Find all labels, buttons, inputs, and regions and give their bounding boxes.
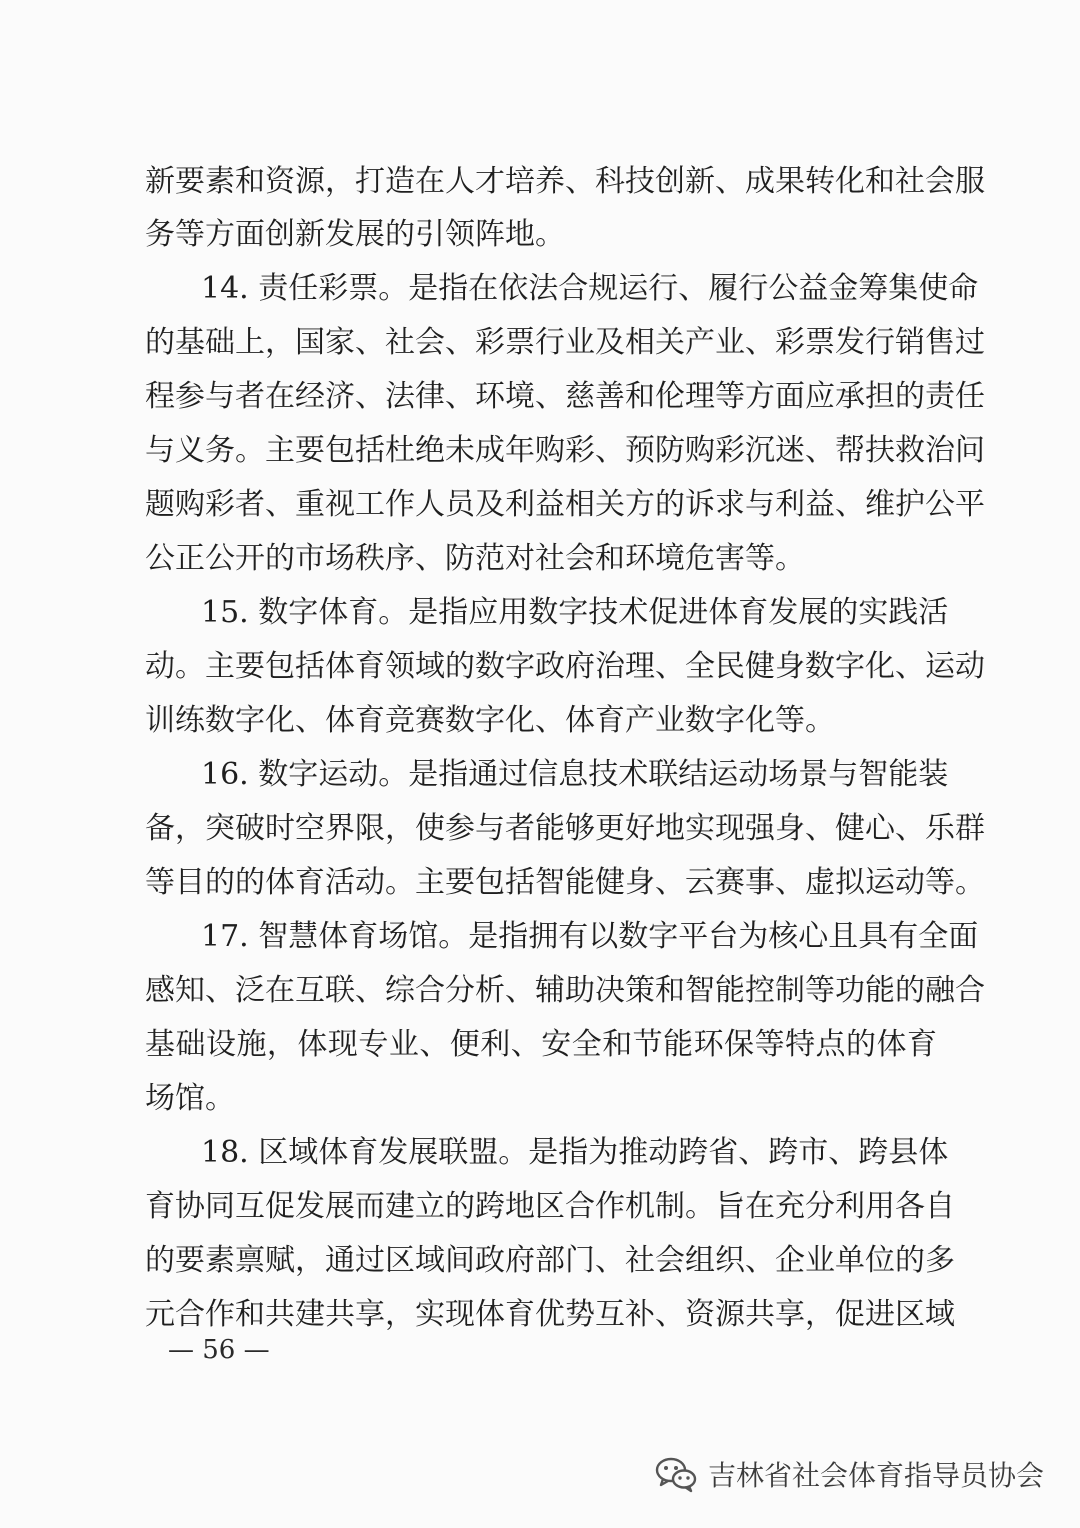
page-number: — 56 — [168,1335,270,1365]
text-line: 程参与者在经济、法律、环境、慈善和伦理等方面应承担的责任 [145,379,985,414]
text-line: 15. 数字体育。是指应用数字技术促进体育发展的实践活 [201,595,949,630]
text-line: 备，突破时空界限，使参与者能够更好地实现强身、健心、乐群 [145,811,985,846]
text-line: 题购彩者、重视工作人员及利益相关方的诉求与利益、维护公平 [145,487,985,522]
text-line: 务等方面创新发展的引领阵地。 [145,217,565,252]
text-line: 的要素禀赋，通过区域间政府部门、社会组织、企业单位的多 [145,1243,955,1278]
text-line: 17. 智慧体育场馆。是指拥有以数字平台为核心且具有全面 [201,919,979,954]
watermark-text: 吉林省社会体育指导员协会 [707,1459,1044,1492]
text-line: 场馆。 [145,1081,235,1116]
text-line: 16. 数字运动。是指通过信息技术联结运动场景与智能装 [201,757,949,792]
watermark [654,1452,1044,1496]
text-line: 18. 区域体育发展联盟。是指为推动跨省、跨市、跨县体 [201,1135,949,1170]
text-line: 的基础上，国家、社会、彩票行业及相关产业、彩票发行销售过 [145,325,985,360]
text-line: 公正公开的市场秩序、防范对社会和环境危害等。 [145,541,805,576]
text-line: 等目的的体育活动。主要包括智能健身、云赛事、虚拟运动等。 [145,865,985,900]
text-line: 训练数字化、体育竞赛数字化、体育产业数字化等。 [145,703,835,738]
text-line: 新要素和资源，打造在人才培养、科技创新、成果转化和社会服 [145,164,985,199]
text-line: 基础设施，体现专业、便利、安全和节能环保等特点的体育 [145,1027,937,1062]
text-line: 育协同互促发展而建立的跨地区合作机制。旨在充分利用各自 [145,1189,955,1224]
text-line: 14. 责任彩票。是指在依法合规运行、履行公益金筹集使命 [201,271,979,306]
text-line: 感知、泛在互联、综合分析、辅助决策和智能控制等功能的融合 [145,973,985,1008]
text-line: 动。主要包括体育领域的数字政府治理、全民健身数字化、运动 [145,649,985,684]
text-line: 与义务。主要包括杜绝未成年购彩、预防购彩沉迷、帮扶救治问 [145,433,985,468]
text-line: 元合作和共建共享，实现体育优势互补、资源共享，促进区域 [145,1297,955,1332]
wechat-icon [654,1455,698,1493]
